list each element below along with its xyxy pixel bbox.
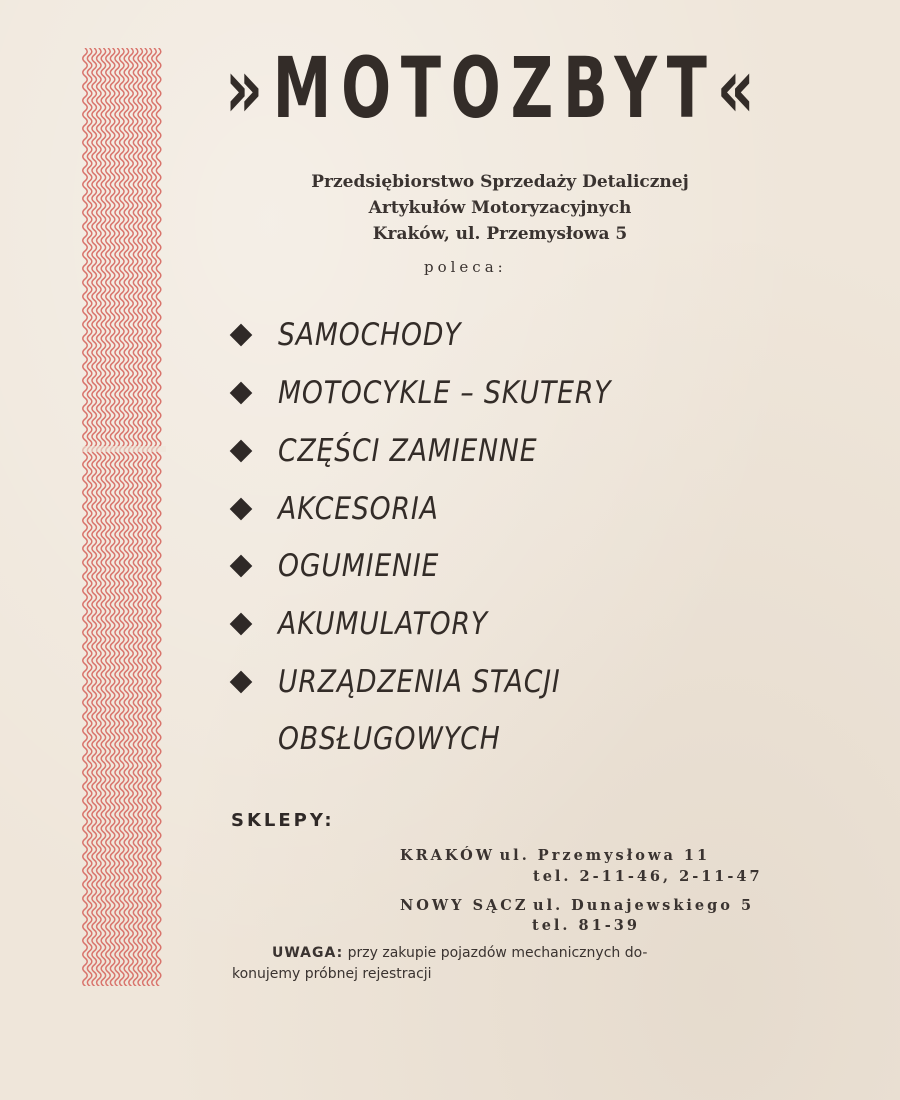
recommends-label: poleca:: [424, 258, 507, 276]
diamond-bullet-icon: [230, 498, 253, 521]
diamond-bullet-icon: [230, 613, 253, 636]
stripe-wave-line: [124, 48, 128, 986]
note-line-1: przy zakupie pojazdów mechanicznych do-: [347, 945, 648, 961]
company-description-line-1: Przedsiębiorstwo Sprzedaży Detalicznej: [311, 172, 689, 192]
stripe-wave-line: [92, 48, 96, 986]
stripe-wave-line: [83, 48, 87, 986]
diamond-bullet-icon: [230, 440, 253, 463]
shop-sacz-street: ul. Dunajewskiego 5: [533, 897, 755, 914]
diamond-bullet-icon: [230, 555, 253, 578]
shop-sacz-city: NOWY SĄCZ: [400, 897, 529, 914]
product-label: SAMOCHODY: [278, 317, 462, 353]
note-line-2: konujemy próbnej rejestracji: [232, 966, 432, 982]
stripe-wave-line: [101, 48, 105, 986]
stripe-wave-line: [143, 48, 147, 986]
shop-krakow-phone-text: tel. 2-11-46, 2-11-47: [533, 868, 763, 885]
shops-heading: SKLEPY:: [231, 810, 335, 831]
shop-sacz-phone-text: tel. 81-39: [532, 917, 640, 934]
shop-krakow-address: [400, 847, 710, 864]
product-label: URZĄDZENIA STACJI: [278, 664, 561, 700]
product-label: OBSŁUGOWYCH: [278, 721, 501, 757]
stripe-wave-line: [147, 48, 151, 986]
company-address: Kraków, ul. Przemysłowa 5: [372, 224, 628, 244]
stripe-gap-band: [82, 446, 166, 452]
stripe-wave-line: [129, 48, 133, 986]
product-label: AKCESORIA: [278, 491, 439, 527]
stripe-wave-line: [110, 48, 114, 986]
stripe-wave-line: [106, 48, 110, 986]
product-label: AKUMULATORY: [278, 606, 488, 642]
product-label: MOTOCYKLE – SKUTERY: [278, 375, 612, 411]
company-name-heading: »MOTOZBYT«: [225, 39, 765, 137]
stripe-wave-line: [138, 48, 142, 986]
note-paragraph: [232, 943, 777, 985]
company-description-line-2: Artykułów Motoryzacyjnych: [368, 198, 632, 218]
decorative-wavy-stripe: [82, 48, 166, 986]
diamond-bullet-icon: [230, 671, 253, 694]
product-label: CZĘŚCI ZAMIENNE: [278, 433, 538, 469]
stripe-wave-line: [156, 48, 160, 986]
note-label: UWAGA:: [272, 945, 344, 961]
stripe-wave-line: [97, 48, 101, 986]
shop-krakow-phone: [533, 868, 763, 885]
diamond-bullet-icon: [230, 382, 253, 405]
stripe-wave-line: [115, 48, 119, 986]
shop-sacz-address: [400, 897, 754, 914]
product-label: OGUMIENIE: [278, 548, 440, 584]
shop-krakow-street: ul. Przemysłowa 11: [499, 847, 711, 864]
stripe-wave-line: [152, 48, 156, 986]
stripe-wave-line: [120, 48, 124, 986]
shop-sacz-phone: [532, 917, 640, 934]
diamond-bullet-icon: [230, 324, 253, 347]
stripe-wave-line: [133, 48, 137, 986]
shop-krakow-city: KRAKÓW: [400, 847, 496, 864]
stripe-wave-line: [87, 48, 91, 986]
